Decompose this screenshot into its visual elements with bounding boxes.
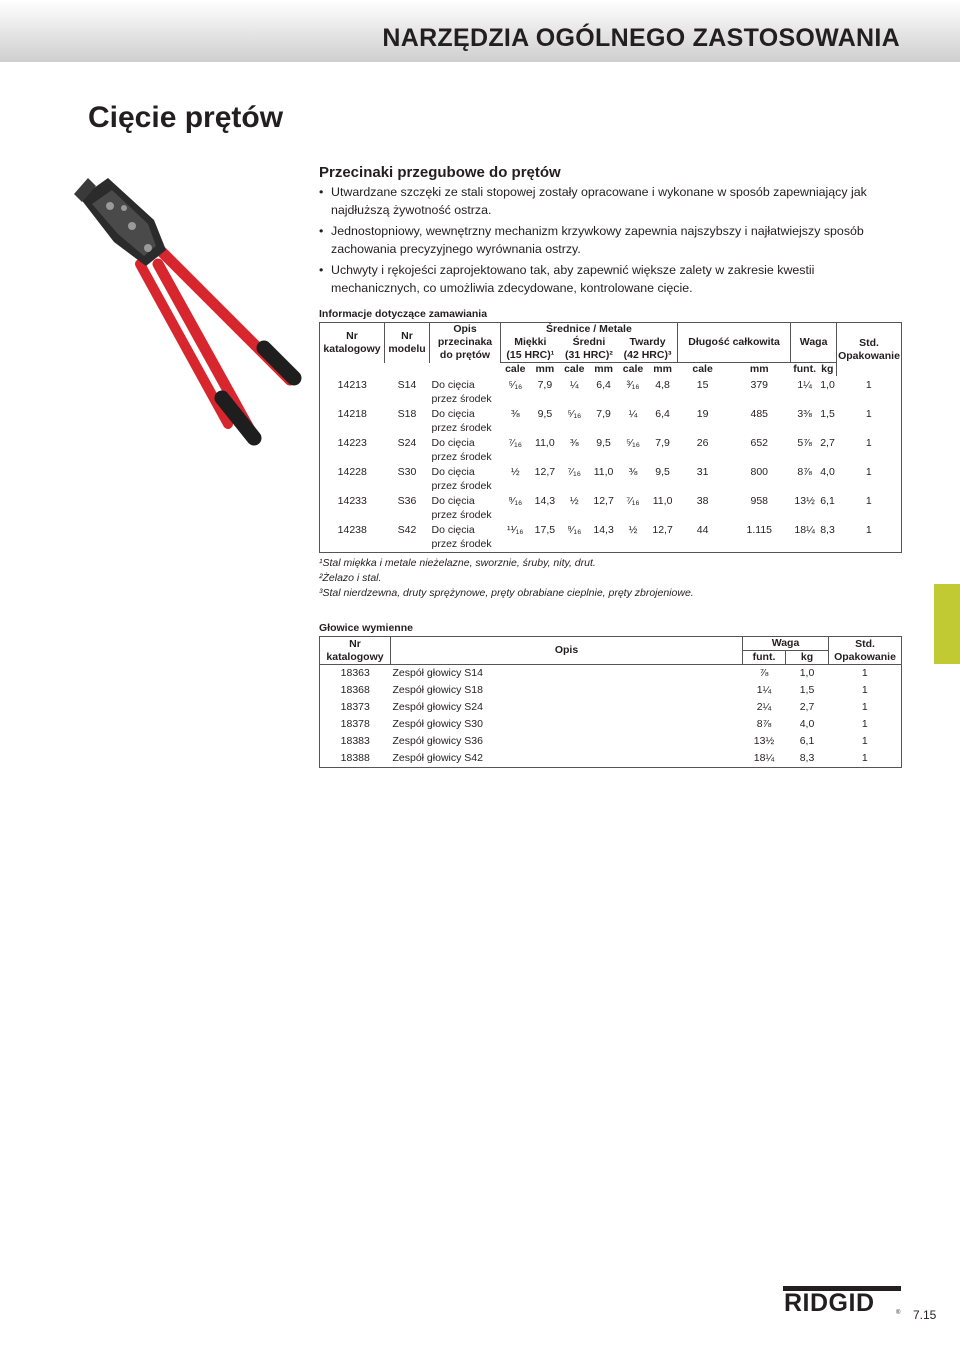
table-cell: 26 (696, 437, 709, 449)
table-cell: ⁵⁄₁₆ (508, 379, 523, 391)
table-cell: 13½ (753, 735, 775, 747)
table-row (320, 716, 902, 733)
table-cell: Do cięcia przez środek (431, 408, 492, 434)
table-cell: 4,0 (799, 718, 815, 730)
col-twardy-hrc: (42 HRC)³ (623, 349, 672, 361)
ordering-table (319, 322, 902, 553)
section-header-title: NARZĘDZIA OGÓLNEGO ZASTOSOWANIA (382, 24, 900, 52)
table-cell: ¹¹⁄₁₆ (507, 524, 524, 536)
table-cell: ⅜ (569, 437, 579, 449)
col-waga: Waga (743, 637, 829, 651)
table-cell: S18 (397, 408, 417, 420)
page-number: 7.15 (913, 1308, 937, 1322)
table-cell: 1 (861, 701, 868, 713)
table-cell: 11,0 (535, 437, 555, 449)
col-nr-katalogowy: Nr katalogowy (326, 637, 384, 663)
unit-header: cale (677, 363, 727, 377)
table-cell: 12,7 (593, 495, 614, 507)
table-cell: ⁹⁄₁₆ (508, 495, 523, 507)
feature-item: • Uchwyty i rękojeści zaprojektowano tak, aby zapewnić większe zalety w zakresie kwestii mechanicznych, co umożliwia zdecydowane, kontrolowane cięcie. (319, 261, 903, 297)
table-cell: 1,5 (820, 408, 835, 420)
table-cell: 3⅜ (797, 408, 812, 420)
table-cell: 1 (865, 379, 872, 391)
unit-header: mm (530, 363, 560, 377)
table-cell: ⁹⁄₁₆ (567, 524, 582, 536)
product-title: Przecinaki przegubowe do prętów (319, 164, 561, 181)
table-cell: 6,1 (820, 495, 835, 507)
col-miekki-hrc: (15 HRC)¹ (501, 349, 560, 363)
table-cell: 8⅞ (756, 718, 772, 730)
table-cell: 4,8 (655, 379, 670, 391)
table-cell: 1 (865, 466, 872, 478)
footnote: ²Żelazo i stal. (319, 572, 382, 584)
table-cell: 958 (750, 495, 769, 507)
unit-header: cale (618, 363, 648, 377)
page-title: Cięcie prętów (88, 101, 284, 134)
table-cell: 14,3 (593, 524, 614, 536)
unit-header: cale (560, 363, 589, 377)
table-cell: 18368 (340, 684, 370, 696)
table-row (320, 523, 902, 553)
table-cell: 6,4 (655, 408, 670, 420)
table-cell: 14213 (337, 379, 367, 391)
table-cell: ½ (510, 466, 520, 478)
table-cell: 8,3 (799, 752, 815, 764)
unit-header: mm (728, 363, 791, 377)
table-cell: 14218 (337, 408, 367, 420)
table-cell: Zespół głowicy S14 (392, 667, 483, 679)
table-cell: 485 (750, 408, 769, 420)
col-miekki: Miękki (501, 336, 560, 349)
table-row (320, 494, 902, 523)
table-row (320, 465, 902, 494)
table-cell: 1 (865, 408, 872, 420)
table-cell: 652 (750, 437, 769, 449)
svg-text:®: ® (896, 1310, 901, 1316)
table-cell: ³⁄₁₆ (626, 379, 640, 391)
col-twardy: Twardy (629, 336, 666, 348)
table-cell: ⁷⁄₁₆ (626, 495, 640, 507)
table-cell: 1 (861, 667, 868, 679)
table-cell: ⁷⁄₁₆ (508, 437, 522, 449)
table-cell: 1 (861, 752, 868, 764)
ordering-info-label: Informacje dotyczące zamawiania (319, 308, 488, 320)
table-cell: 18363 (340, 667, 370, 679)
table-cell: 1 (865, 437, 872, 449)
col-waga: Waga (791, 323, 837, 363)
table-cell: S42 (397, 524, 417, 536)
table-cell: 14233 (337, 495, 367, 507)
table-row (320, 750, 902, 768)
table-cell: ⅜ (628, 466, 638, 478)
ridgid-logo (782, 1285, 904, 1317)
col-srednice: Średnice / Metale (501, 323, 678, 337)
table-row (320, 699, 902, 716)
table-cell: Do cięcia przez środek (431, 466, 492, 492)
col-nr-katalogowy: Nr katalogowy (323, 329, 381, 355)
table-row (320, 407, 902, 436)
table-cell: 31 (696, 466, 709, 478)
table-cell: Zespół głowicy S24 (392, 701, 483, 713)
table-cell: 14,3 (534, 495, 556, 507)
table-cell: 1,5 (799, 684, 815, 696)
table-cell: 14223 (337, 437, 367, 449)
table-cell: Do cięcia przez środek (431, 379, 492, 405)
table-row (320, 436, 902, 465)
table-cell: 1¼ (797, 379, 812, 391)
table-cell: 6,4 (596, 379, 611, 391)
bolt-cutter-image (62, 168, 318, 458)
table-cell: ⅜ (510, 408, 520, 420)
table-cell: 1 (861, 718, 868, 730)
table-cell: S24 (397, 437, 417, 449)
table-cell: 379 (750, 379, 769, 391)
table-cell: 18373 (340, 701, 370, 713)
table-cell: 9,5 (655, 466, 670, 478)
table-cell: S36 (397, 495, 417, 507)
footnote: ¹Stal miękka i metale nieżelazne, sworznie, śruby, nity, drut. (319, 557, 596, 569)
table-cell: 1 (861, 684, 868, 696)
table-row (320, 733, 902, 750)
table-row (320, 376, 902, 407)
feature-item: • Utwardzane szczęki ze stali stopowej zostały opracowane i wykonane w sposób zapewniający jak najdłuższą żywotność ostrza. (319, 183, 903, 219)
table-cell: ¼ (569, 379, 579, 391)
table-cell: ⁷⁄₁₆ (567, 466, 581, 478)
col-opis: Opis (391, 637, 743, 665)
table-cell: S30 (397, 466, 417, 478)
table-cell: 7,9 (537, 379, 553, 391)
table-cell: 6,1 (799, 735, 815, 747)
table-cell: 1,0 (820, 379, 835, 391)
table-row (320, 682, 902, 699)
col-funt: funt. (743, 651, 786, 665)
table-cell: 13½ (794, 495, 815, 507)
table-cell: 2,7 (799, 701, 815, 713)
table-cell: 11,0 (652, 495, 673, 507)
feature-item: • Jednostopniowy, wewnętrzny mechanizm krzywkowy zapewnia najszybszy i najłatwiejszy sposób zachowania precyzyjnego wyrównania ostrzy. (319, 222, 903, 258)
table-cell: ¼ (628, 408, 638, 420)
table-cell: 8⅞ (797, 466, 812, 478)
replacement-heads-label: Głowice wymienne (319, 622, 413, 634)
table-cell: Zespół głowicy S42 (392, 752, 483, 764)
table-cell: 18383 (340, 735, 370, 747)
table-cell: 2,7 (820, 437, 835, 449)
table-cell: Do cięcia przez środek (431, 437, 492, 463)
table-cell: 14238 (337, 524, 367, 536)
table-row (320, 665, 902, 683)
table-cell: 9,5 (537, 408, 553, 420)
table-cell: 1,0 (799, 667, 815, 679)
unit-header: kg (819, 363, 837, 377)
table-cell: 1¼ (756, 684, 772, 696)
table-cell: 19 (696, 408, 709, 420)
section-tab (934, 584, 960, 664)
table-cell: 44 (696, 524, 709, 536)
unit-header: mm (648, 363, 678, 377)
unit-header: cale (501, 363, 531, 377)
unit-header: funt. (791, 363, 819, 377)
table-cell: 18¼ (753, 752, 775, 764)
table-cell: 1 (865, 495, 872, 507)
unit-header: mm (589, 363, 618, 377)
col-sredni: Średni (572, 336, 606, 348)
table-cell: ⁵⁄₁₆ (626, 437, 640, 449)
col-opis: Opis przecinaka do prętów (430, 323, 501, 363)
table-cell: 1 (865, 524, 872, 536)
table-cell: 18378 (340, 718, 370, 730)
table-cell: ½ (628, 524, 638, 536)
table-cell: 7,9 (596, 408, 611, 420)
footnotes (319, 556, 694, 601)
table-cell: 11,0 (593, 466, 614, 478)
table-cell: ½ (569, 495, 579, 507)
table-cell: Zespół głowicy S36 (392, 735, 483, 747)
table-cell: 18388 (340, 752, 370, 764)
feature-list (319, 183, 903, 300)
table-cell: 8,3 (820, 524, 835, 536)
replacement-heads-table (319, 636, 902, 768)
table-cell: Zespół głowicy S30 (392, 718, 483, 730)
table-cell: ⁵⁄₁₆ (567, 408, 582, 420)
table-cell: 800 (750, 466, 769, 478)
table-cell: 5⅞ (797, 437, 812, 449)
col-sredni-hrc: (31 HRC)² (565, 349, 613, 361)
col-kg: kg (786, 651, 829, 665)
table-cell: Do cięcia przez środek (431, 524, 492, 550)
table-cell: 12,7 (652, 524, 673, 536)
table-cell: 17,5 (534, 524, 556, 536)
table-cell: Zespół głowicy S18 (392, 684, 483, 696)
table-cell: 18¼ (794, 524, 815, 536)
table-cell: 1 (861, 735, 868, 747)
table-cell: 15 (696, 379, 709, 391)
table-cell: 1.115 (746, 524, 772, 536)
col-nr-modelu: Nr modelu (385, 323, 430, 363)
col-std-opakowanie: Std. Opakowanie (829, 637, 902, 665)
table-cell: 2¼ (756, 701, 772, 713)
table-cell: 38 (696, 495, 709, 507)
col-std-opakowanie: Std. Opakowanie (837, 323, 902, 377)
svg-text:RIDGID: RIDGID (784, 1289, 875, 1317)
table-cell: 14228 (337, 466, 367, 478)
footnote: ³Stal nierdzewna, druty sprężynowe, pręty obrabiane cieplnie, pręty zbrojeniowe. (319, 587, 694, 599)
col-dlugosc: Długość całkowita (677, 323, 790, 363)
table-cell: ⅞ (759, 667, 769, 679)
table-cell: S14 (397, 379, 417, 391)
table-cell: Do cięcia przez środek (431, 495, 492, 521)
table-cell: 9,5 (596, 437, 611, 449)
table-cell: 12,7 (534, 466, 556, 478)
table-cell: 4,0 (820, 466, 835, 478)
table-cell: 7,9 (655, 437, 670, 449)
